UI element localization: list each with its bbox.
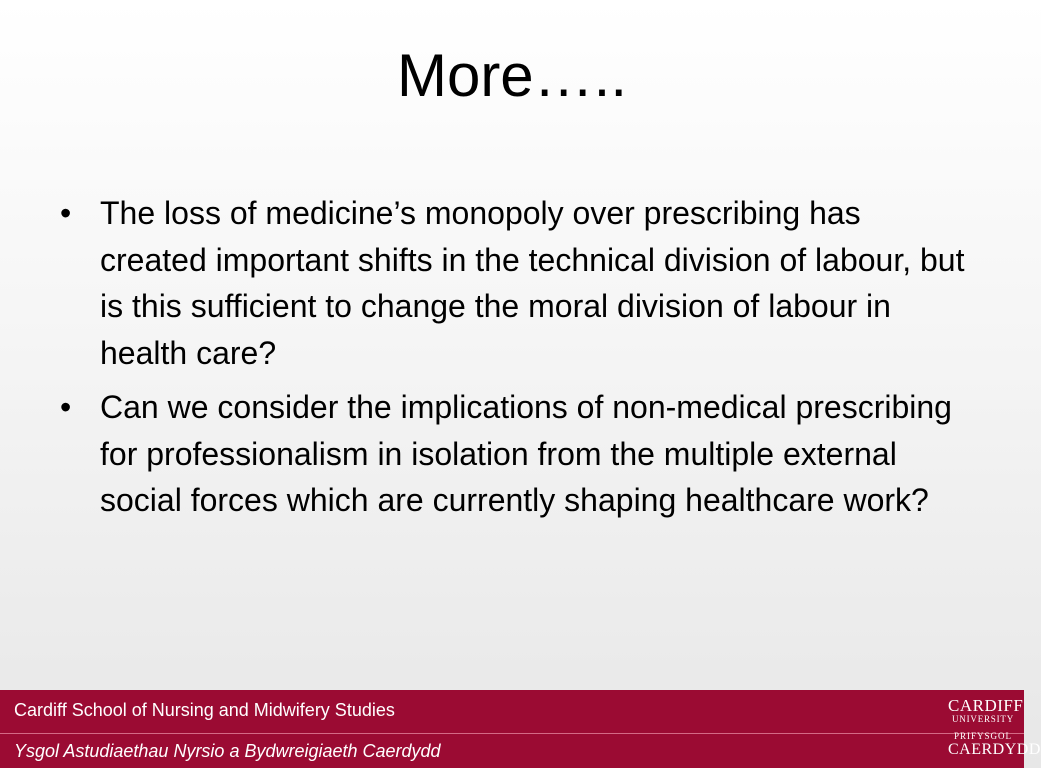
bullet-marker: • [60, 195, 72, 231]
logo-cardiff: CARDIFF [948, 696, 1024, 715]
footer-school-english: Cardiff School of Nursing and Midwifery Studies [14, 700, 395, 720]
bullet-marker: • [60, 389, 72, 425]
bullet-item-2 [56, 384, 968, 524]
bullet-list [56, 190, 968, 532]
bullet-text: Can we consider the implications of non-medical prescribing for professionalism in isolation from the multiple external social forces which are currently shaping healthcare work? [100, 389, 952, 518]
logo-prifysgol: PRIFYSGOL [953, 731, 1012, 741]
cardiff-university-logo [948, 696, 1041, 765]
footer-school-welsh: Ysgol Astudiaethau Nyrsio a Bydwreigiaeth Caerdydd [14, 741, 441, 761]
logo-caerdydd: CAERDYDD [948, 741, 1041, 758]
bullet-text: The loss of medicine’s monopoly over prescribing has created important shifts in the technical division of labour, but is this sufficient to change the moral division of labour in health care? [100, 195, 965, 371]
bullet-item-1 [56, 190, 968, 376]
footer-divider [0, 733, 1024, 734]
logo-university: UNIVERSITY [952, 714, 1014, 724]
slide-title: More….. [396, 42, 628, 109]
